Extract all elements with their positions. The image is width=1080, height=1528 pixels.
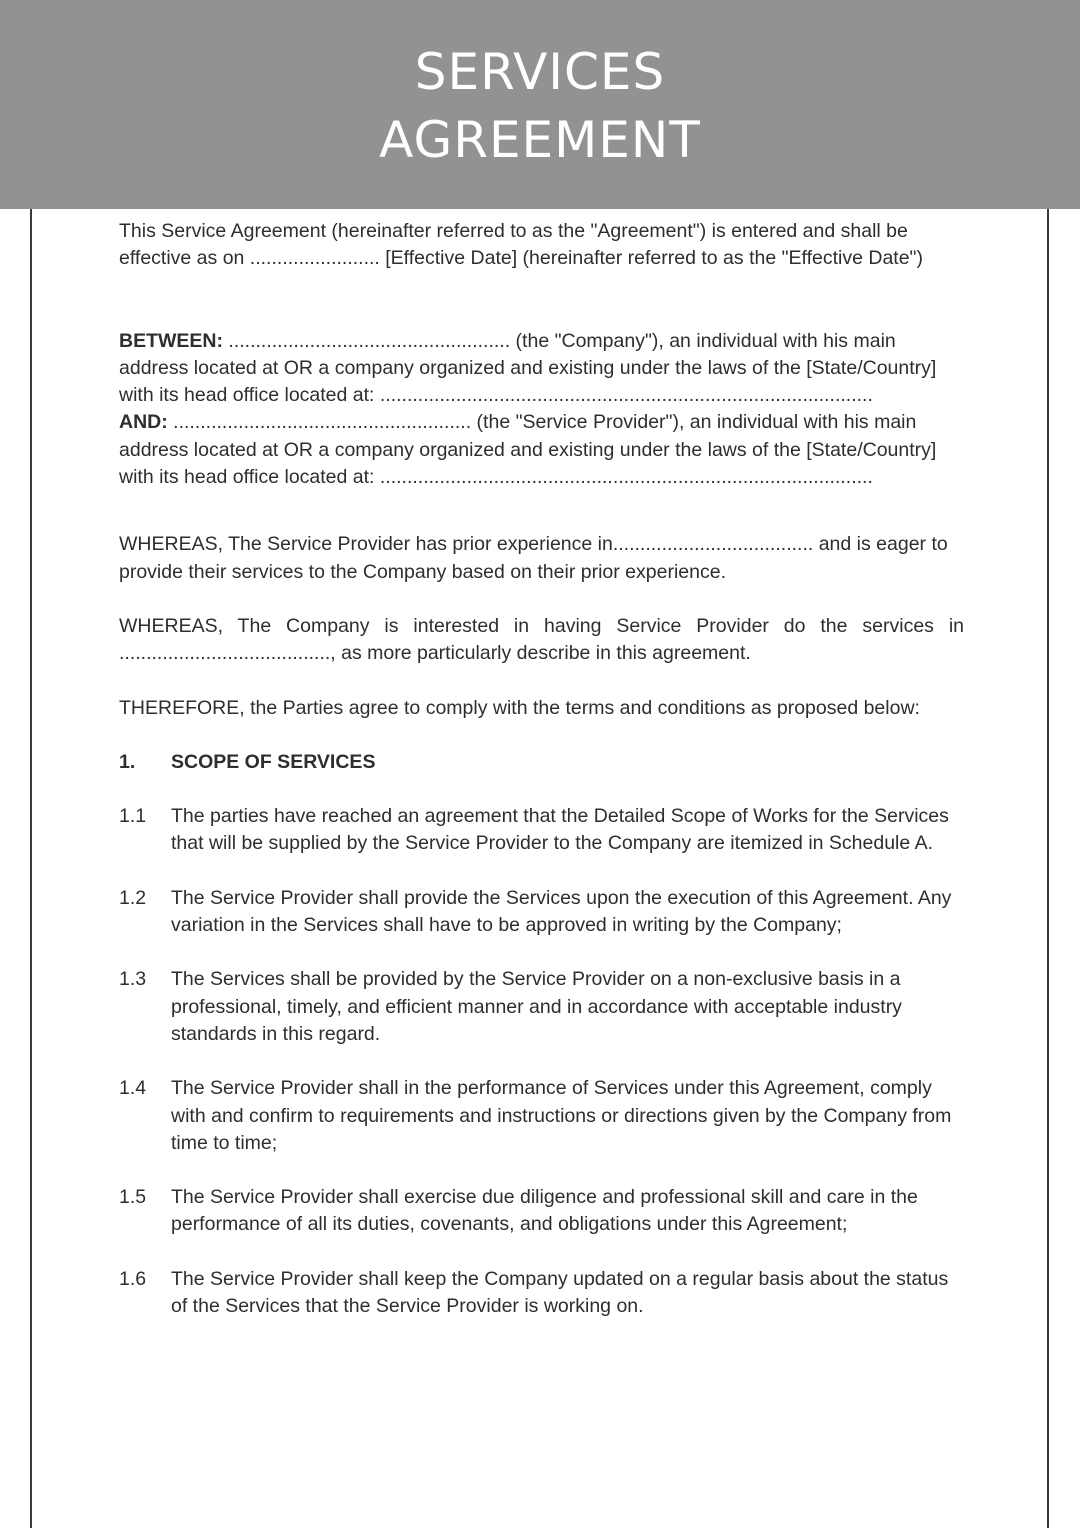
clause-1-6 [119,1266,964,1321]
clause-text: The Service Provider shall in the performance of Services under this Agreement, comply with and confirm to requirements and instructions or directions given by the Company from time to time; [171,1077,952,1154]
between-text: .................................................... (the "Company"), an individual with his main address located at OR a company organized and existing under the laws of the [State/Country] with its head office located at: ........................................................................................... [119,329,937,407]
title-line-1: SERVICES [414,43,666,101]
clause-text: The parties have reached an agreement that the Detailed Scope of Works for the Services that will be supplied by the Service Provider to the Company are itemized in Schedule A. [171,805,949,855]
clause-text: The Services shall be provided by the Service Provider on a non-exclusive basis in a professional, timely, and efficient manner and in accordance with acceptable industry standards in this regard. [171,968,902,1045]
page-border-right [1047,209,1049,1528]
section-number: 1. [119,750,136,773]
section-title: SCOPE OF SERVICES [171,750,376,773]
clause-text: The Service Provider shall exercise due diligence and professional skill and care in the performance of all its duties, covenants, and obligations under this Agreement; [171,1186,918,1236]
title-line-2: AGREEMENT [379,111,701,169]
clause-text: The Service Provider shall provide the Services upon the execution of this Agreement. Any variation in the Services shall have to be approved in writing by the Company; [171,886,952,937]
clause-number: 1.2 [119,886,147,909]
page-border-left [30,209,32,1528]
clause-1-5 [119,1184,964,1239]
title-banner [0,0,1080,209]
document-title [0,38,1080,174]
clause-number: 1.3 [119,968,147,991]
and-paragraph [119,409,964,491]
between-paragraph [119,328,964,410]
whereas-interest: WHEREAS, The Company is interested in having Service Provider do the services in ......................................., as more particularly describe in this agreement. [119,614,964,665]
section-heading-scope [119,749,964,776]
clause-1-4 [119,1075,964,1157]
clause-number: 1.6 [119,1267,147,1290]
agreement-document [119,218,964,1320]
clause-1-3 [119,966,964,1048]
between-label: BETWEEN: [119,329,223,352]
and-text: ....................................................... (the "Service Provider"), an individual with his main address located at OR a company organized and existing under the laws of the [State/Country] with its head office located at: ........................................................................................... [119,411,937,489]
therefore-paragraph: THEREFORE, the Parties agree to comply with the terms and conditions as proposed below: [119,696,920,719]
clause-number: 1.1 [119,805,147,828]
whereas-experience: WHEREAS, The Service Provider has prior experience in..................................... and is eager to provide their services to the Company based on their prior experience. [119,533,948,583]
clause-number: 1.5 [119,1186,147,1209]
and-label: AND: [119,411,168,434]
clause-1-1 [119,803,964,858]
clause-1-2 [119,885,964,940]
clause-number: 1.4 [119,1077,147,1100]
intro-paragraph: This Service Agreement (hereinafter referred to as the "Agreement") is entered and shall be effective as on ........................ [Effective Date] (hereinafter referred to as the "Effective Date") [119,220,923,270]
clause-text: The Service Provider shall keep the Company updated on a regular basis about the status of the Services that the Service Provider is working on. [171,1267,949,1318]
